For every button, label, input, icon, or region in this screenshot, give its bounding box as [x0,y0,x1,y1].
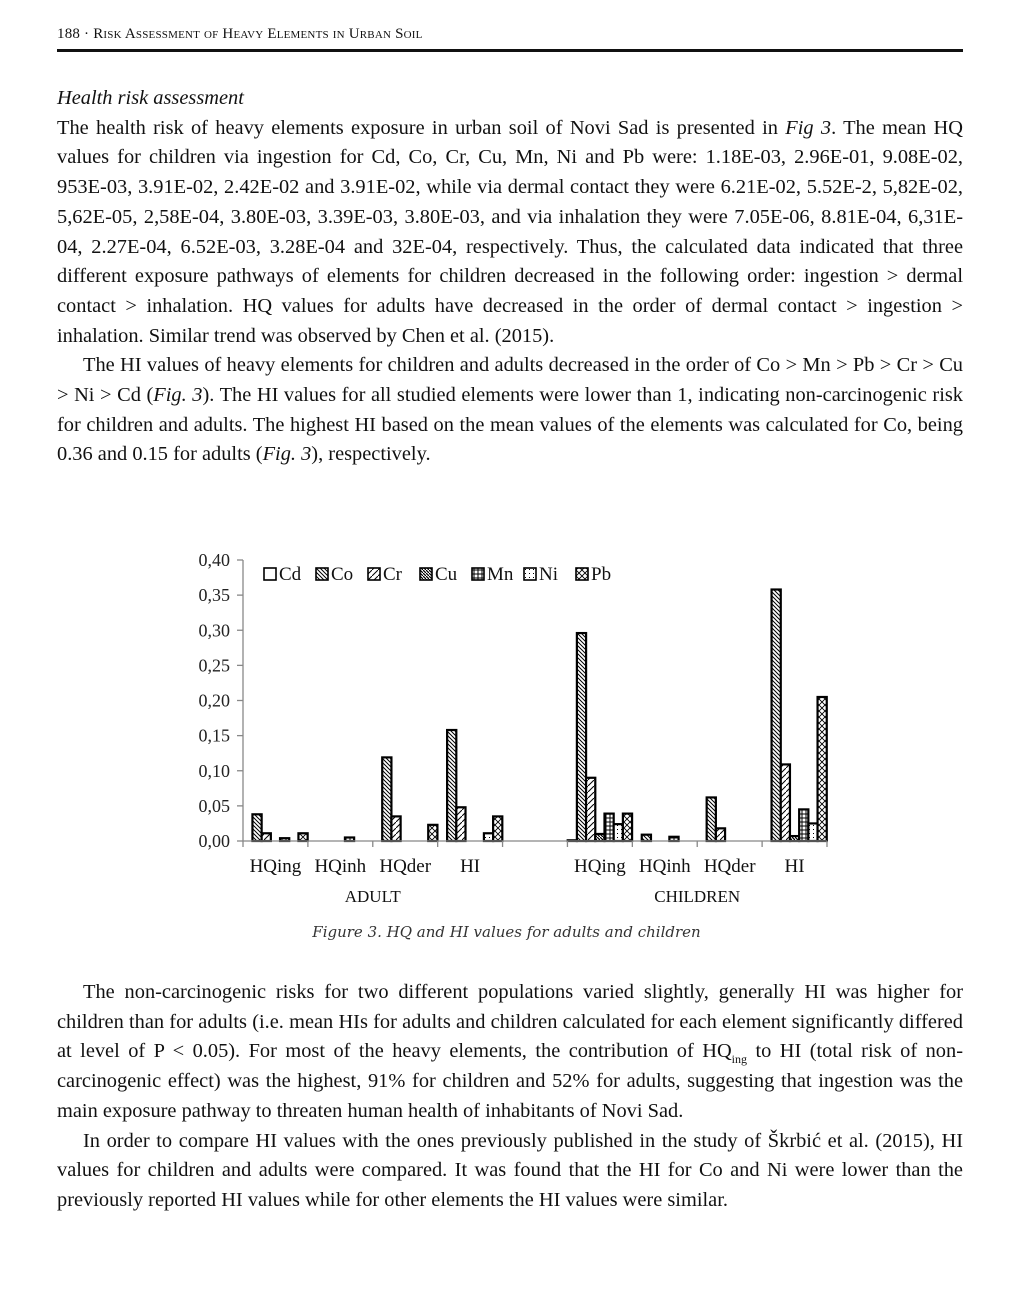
bar-cu [790,836,799,841]
subscript-ing: ing [731,1052,748,1067]
bar-cr [781,764,790,841]
bar-pb [493,816,502,841]
x-tick-label: HQing [574,856,626,877]
bar-mn [799,809,808,841]
y-axis [199,550,244,851]
y-tick-label: 0,10 [198,760,230,781]
paragraph-2-text-b: ). The HI values for all studied elements were lower than 1, indicating non-carcinogenic risk for children and adults. The highest HI based on the mean values of the elements was calculated for Co, being 0.36 and 0.15 for adults ( [57,384,963,466]
section-title: Health risk assessment [57,87,244,109]
paragraph-3-text-a: The non-carcinogenic risks for two different populations varied slightly, generally HI was higher for children than for adults (i.e. mean HIs for adults and children calculated for each element significantly differed at level of P < 0.05). For most of the heavy elements, the contribution of HQ [57,981,963,1063]
text-bottom [57,978,963,1216]
group-label: CHILDREN [654,887,741,905]
legend-swatch [524,568,536,580]
bar-co [772,590,781,841]
legend-label: Mn [487,564,514,585]
bar-co [642,835,651,841]
y-tick-label: 0,35 [198,585,230,606]
bar-pb [298,833,307,841]
bar-cr [586,778,595,841]
legend-label: Ni [539,564,558,585]
y-tick-label: 0,40 [198,550,230,570]
x-axis [243,841,827,905]
legend-label: Cr [383,564,402,585]
y-tick-label: 0,15 [198,725,230,746]
x-tick-label: HQder [703,856,756,877]
fig-ref: Fig. 3 [262,443,312,466]
bar-cr [456,807,465,841]
bar-co [577,633,586,841]
legend [264,564,611,585]
x-tick-label: HQinh [638,856,691,877]
bar-cr [262,833,271,841]
paragraph-1 [57,114,963,352]
paragraph-2-text-a: The HI values of heavy elements for children and adults decreased in the order of Co > Mn > Pb > Cr > Cu > Ni > Cd ( [57,354,963,407]
bar-pb [428,825,437,841]
fig-ref: Fig. 3 [153,384,203,407]
y-tick-label: 0,00 [198,831,230,851]
x-tick-label: HI [460,856,481,877]
bar-ni [484,833,493,841]
running-title: Risk Assessment of Heavy Elements in Urban Soil [93,26,423,42]
legend-swatch [420,568,432,580]
paragraph-4: In order to compare HI values with the ones previously published in the study of Škrbić et al. (2015), HI values for children and adults were compared. It was found that the HI for Co and Ni were lower than the previously reported HI values while for other elements the HI values were similar. [57,1129,963,1211]
x-tick-label: HI [784,856,805,877]
x-tick-label: HQing [249,856,302,877]
bar-ni [614,824,623,841]
group-label: ADULT [344,887,401,905]
legend-label: Co [331,564,354,585]
bar-mn [604,814,613,841]
legend-swatch [368,568,380,580]
y-tick-label: 0,30 [198,620,230,641]
figure-caption: Figure 3. HQ and HI values for adults and children [312,923,701,941]
x-tick-label: HQinh [314,856,367,877]
y-tick-label: 0,20 [198,690,230,711]
bar-pb [623,814,632,841]
bar-cr [391,816,400,841]
y-tick-label: 0,25 [198,655,230,676]
bar-ni [808,823,817,841]
legend-swatch [472,568,484,580]
paragraph-1-rest: . The mean HQ values for children via ingestion for Cd, Co, Cr, Cu, Mn, Ni and Pb were: 1.18E-03, 2.96E-01, 9.08E-02, 953E-03, 3.91E-02, 2.42E-02 and 3.91E-02, while via dermal contact they were 6.21E-02, 5.52E-2, 5,82E-02, 5,62E-05, 2,58E-04, 3.80E-03, 3.39E-03, 3.80E-03, and via inhalation they were 7.05E-06, 8.81E-04, 6,31E-04, 2.27E-04, 6.52E-03, 3.28E-04 and 32E-04, respectively. Thus, the calculated data indicated that three different exposure pathways of elements for children decreased in the following order: ingestion > dermal contact > inhalation. HQ values for adults have decreased in the order of dermal contact > ingestion > inhalation. Similar trend was observed by Chen et al. (2015). [57,116,963,347]
text-top [57,84,963,470]
bar-co [447,730,456,841]
y-tick-label: 0,05 [198,795,230,816]
bar-co [382,757,391,841]
paragraph-1-text: The health risk of heavy elements exposure in urban soil of Novi Sad is presented in [57,116,786,139]
legend-label: Pb [591,564,612,585]
legend-swatch [316,568,328,580]
legend-swatch [576,568,588,580]
page-number: 188 [57,26,81,42]
bars [252,590,826,841]
paragraph-2 [57,351,963,470]
legend-label: Cd [279,564,302,585]
bar-pb [818,697,827,841]
running-header [57,26,423,43]
legend-swatch [264,568,276,580]
paragraph-3-text-b: to HI (total risk of non-carcinogenic effect) was the highest, 91% for children and 52% for adults, suggesting that ingestion was the main exposure pathway to threaten human health of inhabitants of Novi Sad. [57,1040,963,1122]
legend-label: Cu [435,564,458,585]
bar-co [252,814,261,841]
header-separator: · [80,26,94,42]
paragraph-3 [57,978,963,1127]
bar-cu [595,834,604,841]
fig-ref: Fig 3 [785,116,832,139]
paragraph-2-text-c: ), respectively. [311,443,431,466]
bar-co [707,797,716,841]
header-rule [57,49,963,52]
bar-chart [170,545,850,905]
x-tick-label: HQder [379,856,432,877]
bar-cr [716,828,725,841]
